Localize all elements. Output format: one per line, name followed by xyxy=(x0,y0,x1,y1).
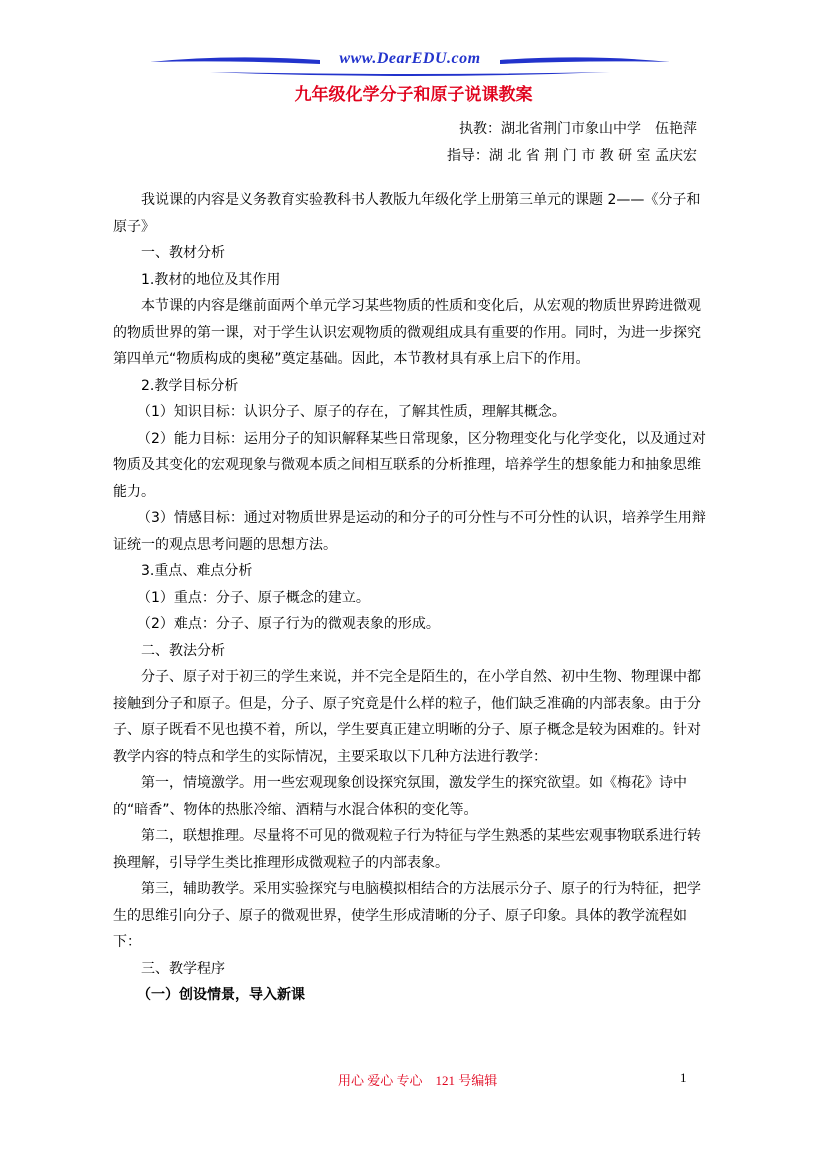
intro-paragraph: 我说课的内容是义务教育实验教科书人教版九年级化学上册第三单元的课题 2——《分子和原子》 xyxy=(113,192,701,235)
list-item: （2）难点：分子、原子行为的微观表象的形成。 xyxy=(137,616,440,632)
document-title: 九年级化学分子和原子说课教案 xyxy=(294,85,533,105)
header-banner xyxy=(150,48,670,78)
body-paragraph: 本节课的内容是继前面两个单元学习某些物质的性质和变化后，从宏观的物质世界跨进微观的物质世界的第一课，对于学生认识宏观物质的微观组成具有重要的作用。同时，为进一步探究第四单元“物质构成的奥秘”奠定基础。因此，本节教材具有承上启下的作用。 xyxy=(113,298,701,367)
body-paragraph: 分子、原子对于初三的学生来说，并不完全是陌生的，在小学自然、初中生物、物理课中都接触到分子和原子。但是，分子、原子究竟是什么样的粒子，他们缺乏准确的内部表象。由于分子、原子既看不见也摸不着，所以，学生要真正建立明晰的分子、原子概念是较为困难的。针对教学内容的特点和学生的实际情况，主要采取以下几种方法进行教学： xyxy=(113,669,701,765)
section-heading: 二、教法分析 xyxy=(141,642,225,659)
document-body xyxy=(113,187,713,1009)
body-paragraph: 第一，情境激学。用一些宏观现象创设探究氛围，激发学生的探究欲望。如《梅花》诗中的“暗香”、物体的热胀冷缩、酒精与水混合体积的变化等。 xyxy=(113,775,687,818)
footer-text: 用心 爱心 专心 121 号编辑 xyxy=(338,1073,498,1088)
page-number: 1 xyxy=(680,1070,687,1085)
subsection-heading: （一）创设情景，导入新课 xyxy=(137,987,305,1003)
section-heading: 三、教学程序 xyxy=(141,960,225,977)
advisor-line: 指导：湖 北 省 荆 门 市 教 研 室 孟庆宏 xyxy=(446,148,697,164)
list-item: （3）情感目标：通过对物质世界是运动的和分子的可分性与不可分性的认识，培养学生用辩证统一的观点思考问题的思想方法。 xyxy=(113,510,706,553)
body-paragraph: 第三，辅助教学。采用实验探究与电脑模拟相结合的方法展示分子、原子的行为特征，把学生的思维引向分子、原子的微观世界，使学生形成清晰的分子、原子印象。具体的教学流程如下： xyxy=(113,881,701,950)
list-item: （1）知识目标：认识分子、原子的存在，了解其性质，理解其概念。 xyxy=(137,404,566,420)
body-paragraph: 第二，联想推理。尽量将不可见的微观粒子行为特征与学生熟悉的某些宏观事物联系进行转换理解，引导学生类比推理形成微观粒子的内部表象。 xyxy=(113,828,701,871)
subsection-heading: 1.教材的地位及其作用 xyxy=(141,271,281,288)
section-heading: 一、教材分析 xyxy=(141,245,225,261)
site-url[interactable]: www.DearEDU.com xyxy=(339,50,481,67)
teacher-line: 执教：湖北省荆门市象山中学 伍艳萍 xyxy=(459,121,697,137)
subsection-heading: 2.教学目标分析 xyxy=(141,377,239,394)
list-item: （2）能力目标：运用分子的知识解释某些日常现象，区分物理变化与化学变化，以及通过对物质及其变化的宏观现象与微观本质之间相互联系的分析推理，培养学生的想象能力和抽象思维能力。 xyxy=(113,430,706,500)
subsection-heading: 3.重点、难点分析 xyxy=(141,563,253,579)
list-item: （1）重点：分子、原子概念的建立。 xyxy=(137,589,370,606)
